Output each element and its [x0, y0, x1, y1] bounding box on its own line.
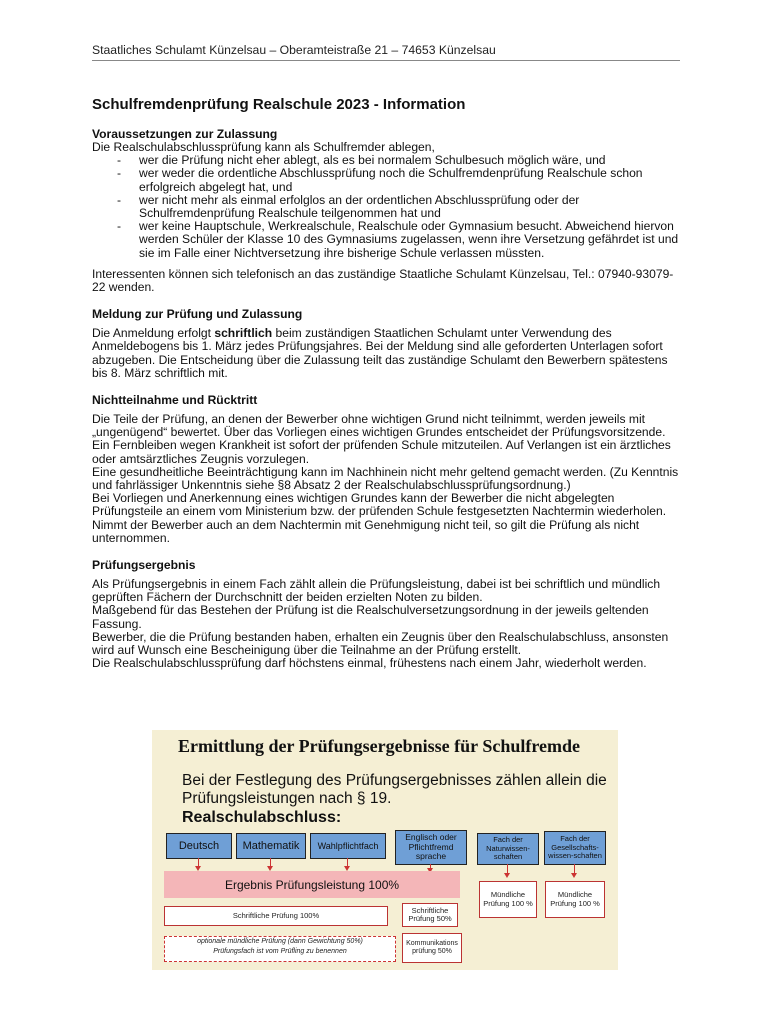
- subject-box-mathematik: Mathematik: [236, 833, 306, 859]
- requirements-list: [92, 154, 684, 260]
- subject-box-wahlpflichtfach: Wahlpflichtfach: [310, 833, 386, 859]
- results-diagram: [152, 730, 618, 970]
- subject-box-englisch: Englisch oder Pflichtfremd sprache: [395, 830, 467, 865]
- paragraph: [92, 327, 684, 380]
- arrow-icon: [507, 864, 508, 874]
- bold-text: schriftlich: [214, 326, 273, 341]
- arrow-icon: [430, 864, 431, 869]
- subject-box-gesellschaftswissenschaften: Fach der Gesellschafts-wissen-schaften: [544, 831, 606, 865]
- result-bar: Ergebnis Prüfungsleistung 100%: [164, 871, 460, 898]
- communication-exam-box: Kommunikations prüfung 50%: [402, 933, 462, 963]
- page-title: Schulfremdenprüfung Realschule 2023 - Information: [92, 96, 466, 113]
- paragraph: Eine gesundheitliche Beeinträchtigung kann im Nachhinein nicht mehr geltend gemacht werden. (Zu Kenntnis und fahrlässiger Unkenntnis siehe §8 Absatz 2 der Realschulabschlussprüfungsordnung.): [92, 464, 679, 493]
- arrow-icon: [347, 858, 348, 867]
- arrow-icon: [574, 864, 575, 874]
- section-heading: Voraussetzungen zur Zulassung: [92, 127, 278, 141]
- section-heading: Nichtteilnahme und Rücktritt: [92, 393, 258, 408]
- document-body: [92, 127, 684, 671]
- list-item: - wer weder die ordentliche Abschlussprüfung noch die Schulfremdenprüfung Realschule schon erfolgreich abgelegt hat, und: [92, 167, 684, 193]
- subject-box-naturwissenschaften: Fach der Naturwissen-schaften: [477, 833, 539, 865]
- section-heading: Prüfungsergebnis: [92, 558, 196, 573]
- written-exam-box: Schriftliche Prüfung 100%: [164, 906, 388, 926]
- paragraph: Bei Vorliegen und Anerkennung eines wichtigen Grundes kann der Bewerber die nicht abgelegten Prüfungsteile an einem vom Ministerium bzw. der prüfenden Schule festgesetzten Nachtermin wiederholen. Nimmt der Bewerber auch an dem Nachtermin mit Genehmigung nicht teil, so gilt die Prüfung als nicht unternommen.: [92, 491, 667, 545]
- diagram-subtitle: Bei der Festlegung des Prüfungsergebnisses zählen allein die Prüfungsleistungen nach § 19.: [182, 772, 607, 807]
- oral-exam-box: Mündliche Prüfung 100 %: [479, 881, 537, 918]
- arrow-icon: [270, 858, 271, 867]
- text-span: Die Anmeldung erfolgt: [92, 326, 215, 341]
- paragraph: Als Prüfungsergebnis in einem Fach zählt allein die Prüfungsleistung, dabei ist bei schriftlich und mündlich geprüften Fächern der Durchschnitt der beiden erzielten Noten zu bilden.: [92, 577, 661, 605]
- section-heading: Meldung zur Prüfung und Zulassung: [92, 307, 303, 322]
- paragraph: Interessenten können sich telefonisch an das zuständige Staatliche Schulamt Künzelsau, Tel.: 07940-93079-22 wenden.: [92, 266, 674, 295]
- optional-line: Prüfungsfach ist vom Prüfling zu benennen: [213, 948, 347, 955]
- letterhead: Staatliches Schulamt Künzelsau – Oberamteistraße 21 – 74653 Künzelsau: [92, 43, 680, 61]
- subject-box-deutsch: Deutsch: [166, 833, 232, 859]
- paragraph: Bewerber, die die Prüfung bestanden haben, erhalten ein Zeugnis über den Realschulabschluss, ansonsten wird auf Wunsch eine Bescheinigung über die Teilnahme an der Prüfung erstellt.: [92, 629, 669, 658]
- oral-exam-box: Mündliche Prüfung 100 %: [545, 881, 605, 918]
- written-exam-box: Schriftliche Prüfung 50%: [402, 903, 458, 927]
- diagram-heading: Realschulabschluss:: [182, 809, 342, 826]
- arrow-icon: [198, 858, 199, 867]
- list-item: - wer nicht mehr als einmal erfolglos an der ordentlichen Abschlussprüfung oder der Schulfremdenprüfung Realschule teilgenommen hat und: [92, 194, 684, 220]
- list-item: - wer keine Hauptschule, Werkrealschule, Realschule oder Gymnasium besucht. Abweichend hiervon werden Schüler der Klasse 10 des Gymnasiums zugelassen, wenn ihre Versetzung gefährdet ist und sie im Falle einer Nichtversetzung ihre bisherige Schule verlassen müssten.: [92, 220, 684, 260]
- optional-line: optionale mündliche Prüfung (dann Gewichtung 50%): [197, 938, 363, 945]
- paragraph: Die Realschulabschlussprüfung kann als Schulfremder ablegen,: [92, 140, 435, 154]
- list-item: - wer die Prüfung nicht eher ablegt, als es bei normalem Schulbesuch möglich wäre, und: [92, 154, 684, 167]
- optional-oral-box: [164, 936, 396, 962]
- paragraph: Maßgebend für das Bestehen der Prüfung ist die Realschulversetzungsordnung in der jeweils geltenden Fassung.: [92, 603, 649, 631]
- diagram-title: Ermittlung der Prüfungsergebnisse für Schulfremde: [178, 736, 581, 756]
- paragraph: Die Teile der Prüfung, an denen der Bewerber ohne wichtigen Grund nicht teilnimmt, werden jeweils mit „ungenügend“ bewertet. Über das Vorliegen eines wichtigen Grundes entscheidet der Prüfungsvorsitzende. Ein Fernbleiben wegen Krankheit ist sofort der prüfenden Schule mitzuteilen. Auf Verlangen ist ein ärztliches oder amtsärztliches Zeugnis vorzulegen.: [92, 412, 671, 466]
- text-span: beim zuständigen Staatlichen Schulamt unter Verwendung des Anmeldebogens bis 1. März jedes Prüfungsjahres. Bei der Meldung sind alle geforderten Unterlagen sofort abzugeben. Die Entscheidung über die Zulassung teilt das zuständige Schulamt den Bewerbern spätestens bis 8. März schriftlich mit.: [92, 326, 668, 380]
- paragraph: Die Realschulabschlussprüfung darf höchstens einmal, frühestens nach einem Jahr, wiederholt werden.: [92, 656, 647, 671]
